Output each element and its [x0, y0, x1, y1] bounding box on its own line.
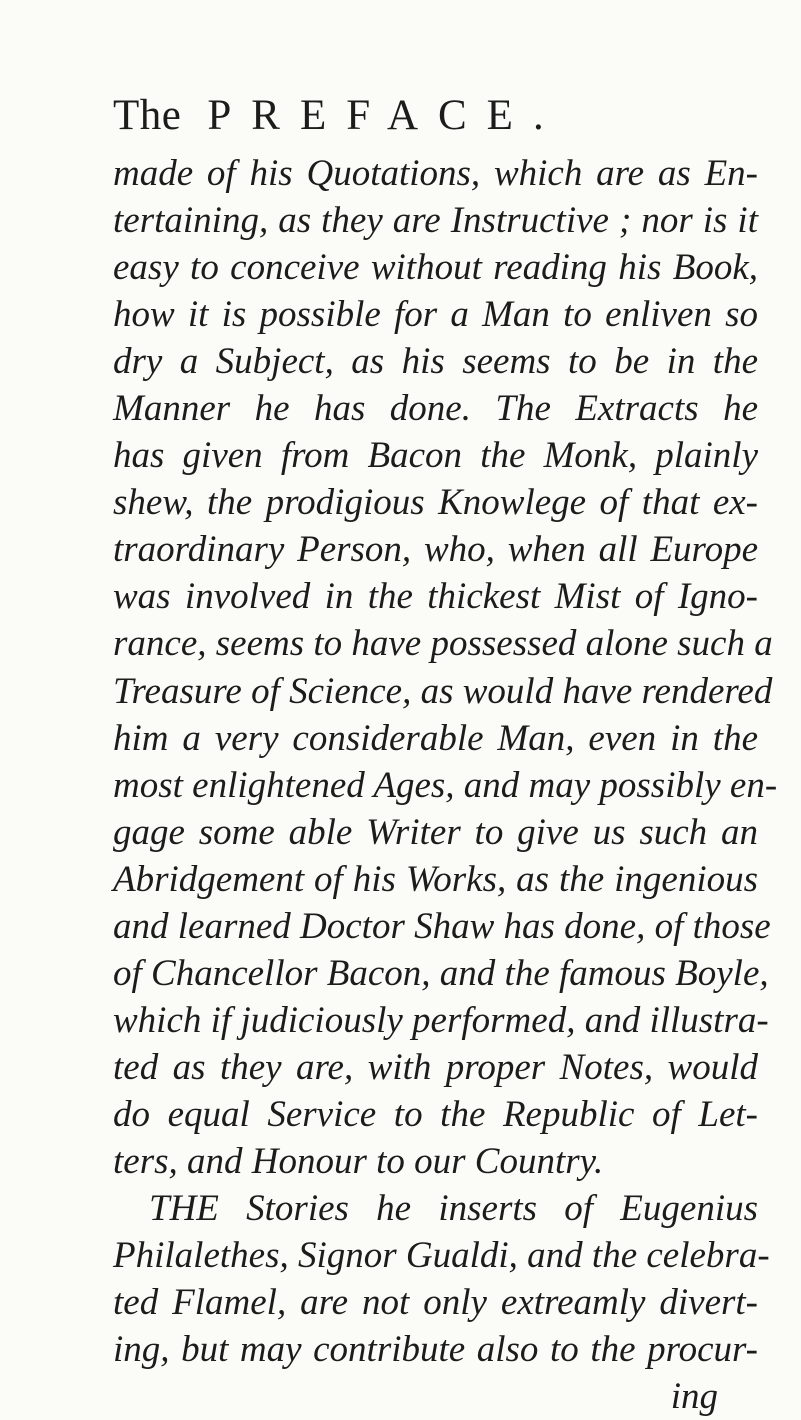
- text-line: Philalethes, Signor Gualdi, and the celebra-: [113, 1235, 770, 1277]
- running-head-word: The: [113, 92, 182, 139]
- text-line: Manner he has done. The Extracts he: [113, 388, 758, 430]
- text-line: ing, but may contribute also to the procur-: [113, 1329, 758, 1371]
- text-line: ters, and Honour to our Country.: [113, 1140, 604, 1182]
- text-line: and learned Doctor Shaw has done, of those: [113, 905, 771, 947]
- body-text: [113, 150, 778, 1420]
- text-line: do equal Service to the Republic of Let-: [113, 1093, 758, 1135]
- text-line: Treasure of Science, as would have rendered: [113, 670, 773, 712]
- text-line: him a very considerable Man, even in the: [113, 717, 758, 759]
- text-line: most enlightened Ages, and may possibly en-: [113, 764, 778, 806]
- text-line: made of his Quotations, which are as En-: [113, 153, 758, 194]
- text-line: THE Stories he inserts of Eugenius: [149, 1188, 758, 1230]
- text-line: has given from Bacon the Monk, plainly: [113, 435, 758, 477]
- text-line: shew, the prodigious Knowlege of that ex-: [113, 482, 758, 524]
- text-line: how it is possible for a Man to enliven so: [113, 294, 758, 336]
- text-line: which if judiciously performed, and illustra-: [113, 999, 769, 1041]
- catchword: ing: [670, 1376, 718, 1418]
- text-line: ted as they are, with proper Notes, would: [113, 1046, 758, 1088]
- text-line: tertaining, as they are Instructive ; nor is it: [113, 200, 758, 242]
- text-line: rance, seems to have possessed alone such a: [113, 623, 773, 665]
- text-line: gage some able Writer to give us such an: [113, 811, 758, 853]
- running-head: [113, 92, 564, 140]
- text-line: traordinary Person, who, when all Europe: [113, 529, 758, 571]
- text-line: easy to conceive without reading his Book,: [113, 247, 758, 289]
- text-line: of Chancellor Bacon, and the famous Boyle,: [113, 952, 769, 994]
- text-line: ted Flamel, are not only extreamly divert-: [113, 1282, 758, 1324]
- text-line: dry a Subject, as his seems to be in the: [113, 341, 758, 383]
- text-line: was involved in the thickest Mist of Igno-: [113, 576, 758, 618]
- text-line: Abridgement of his Works, as the ingenious: [113, 858, 758, 900]
- running-head-title: PREFACE.: [207, 92, 564, 139]
